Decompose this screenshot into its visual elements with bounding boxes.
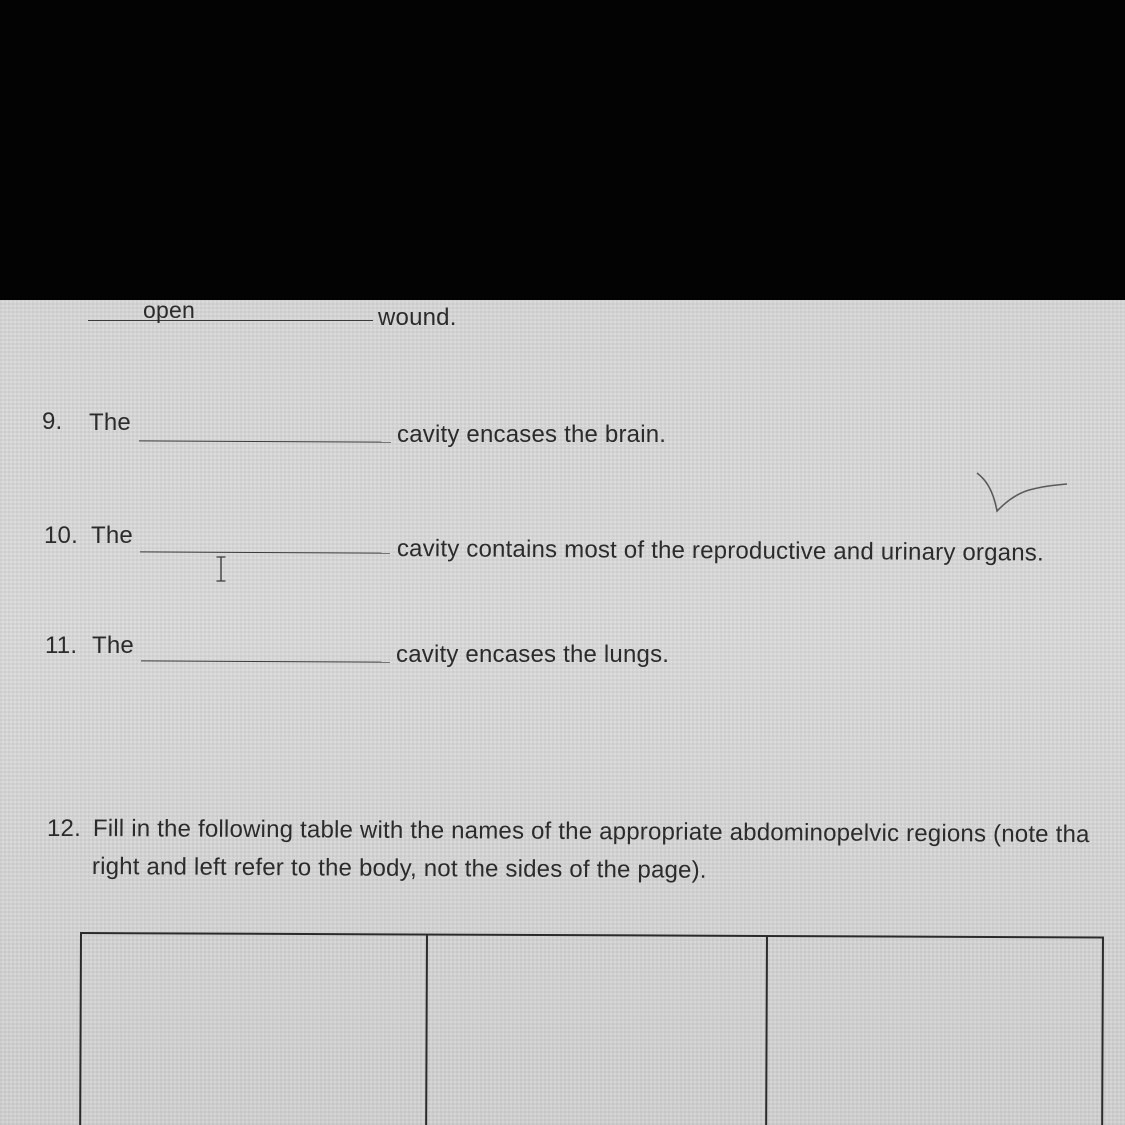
q8-blank-line[interactable] [88,320,373,321]
q9-lead: The [89,409,131,436]
text-cursor-icon [215,552,227,586]
table-cell[interactable] [81,934,428,1125]
worksheet-page [0,300,1125,1125]
q8-suffix: wound. [378,304,457,331]
photo-black-background [0,0,1125,300]
q12-number: 12. [47,815,81,842]
q8-answer: open [143,300,195,323]
table-cell[interactable] [767,937,1102,1125]
q11-text: cavity encases the lungs. [396,641,670,668]
q11-blank-line[interactable] [141,660,390,662]
table-cell[interactable] [427,936,768,1125]
q11-lead: The [92,632,134,659]
checkmark-icon [975,465,1070,520]
q10-blank-line[interactable] [140,551,390,553]
q10-text: cavity contains most of the reproductive and urinary organs. [396,535,1044,567]
q12-instructions-line1: Fill in the following table with the names of the appropriate abdominopelvic regions (note tha [92,815,1090,849]
q9-number: 9. [42,408,63,435]
q12-instructions-line2: right and left refer to the body, not the sides of the page). [91,853,707,884]
abdominopelvic-regions-table [79,932,1104,1125]
q10-number: 10. [44,522,78,549]
q11-number: 11. [45,632,78,659]
q10-lead: The [91,522,133,549]
q9-text: cavity encases the brain. [397,421,667,448]
q9-blank-line[interactable] [139,440,391,442]
